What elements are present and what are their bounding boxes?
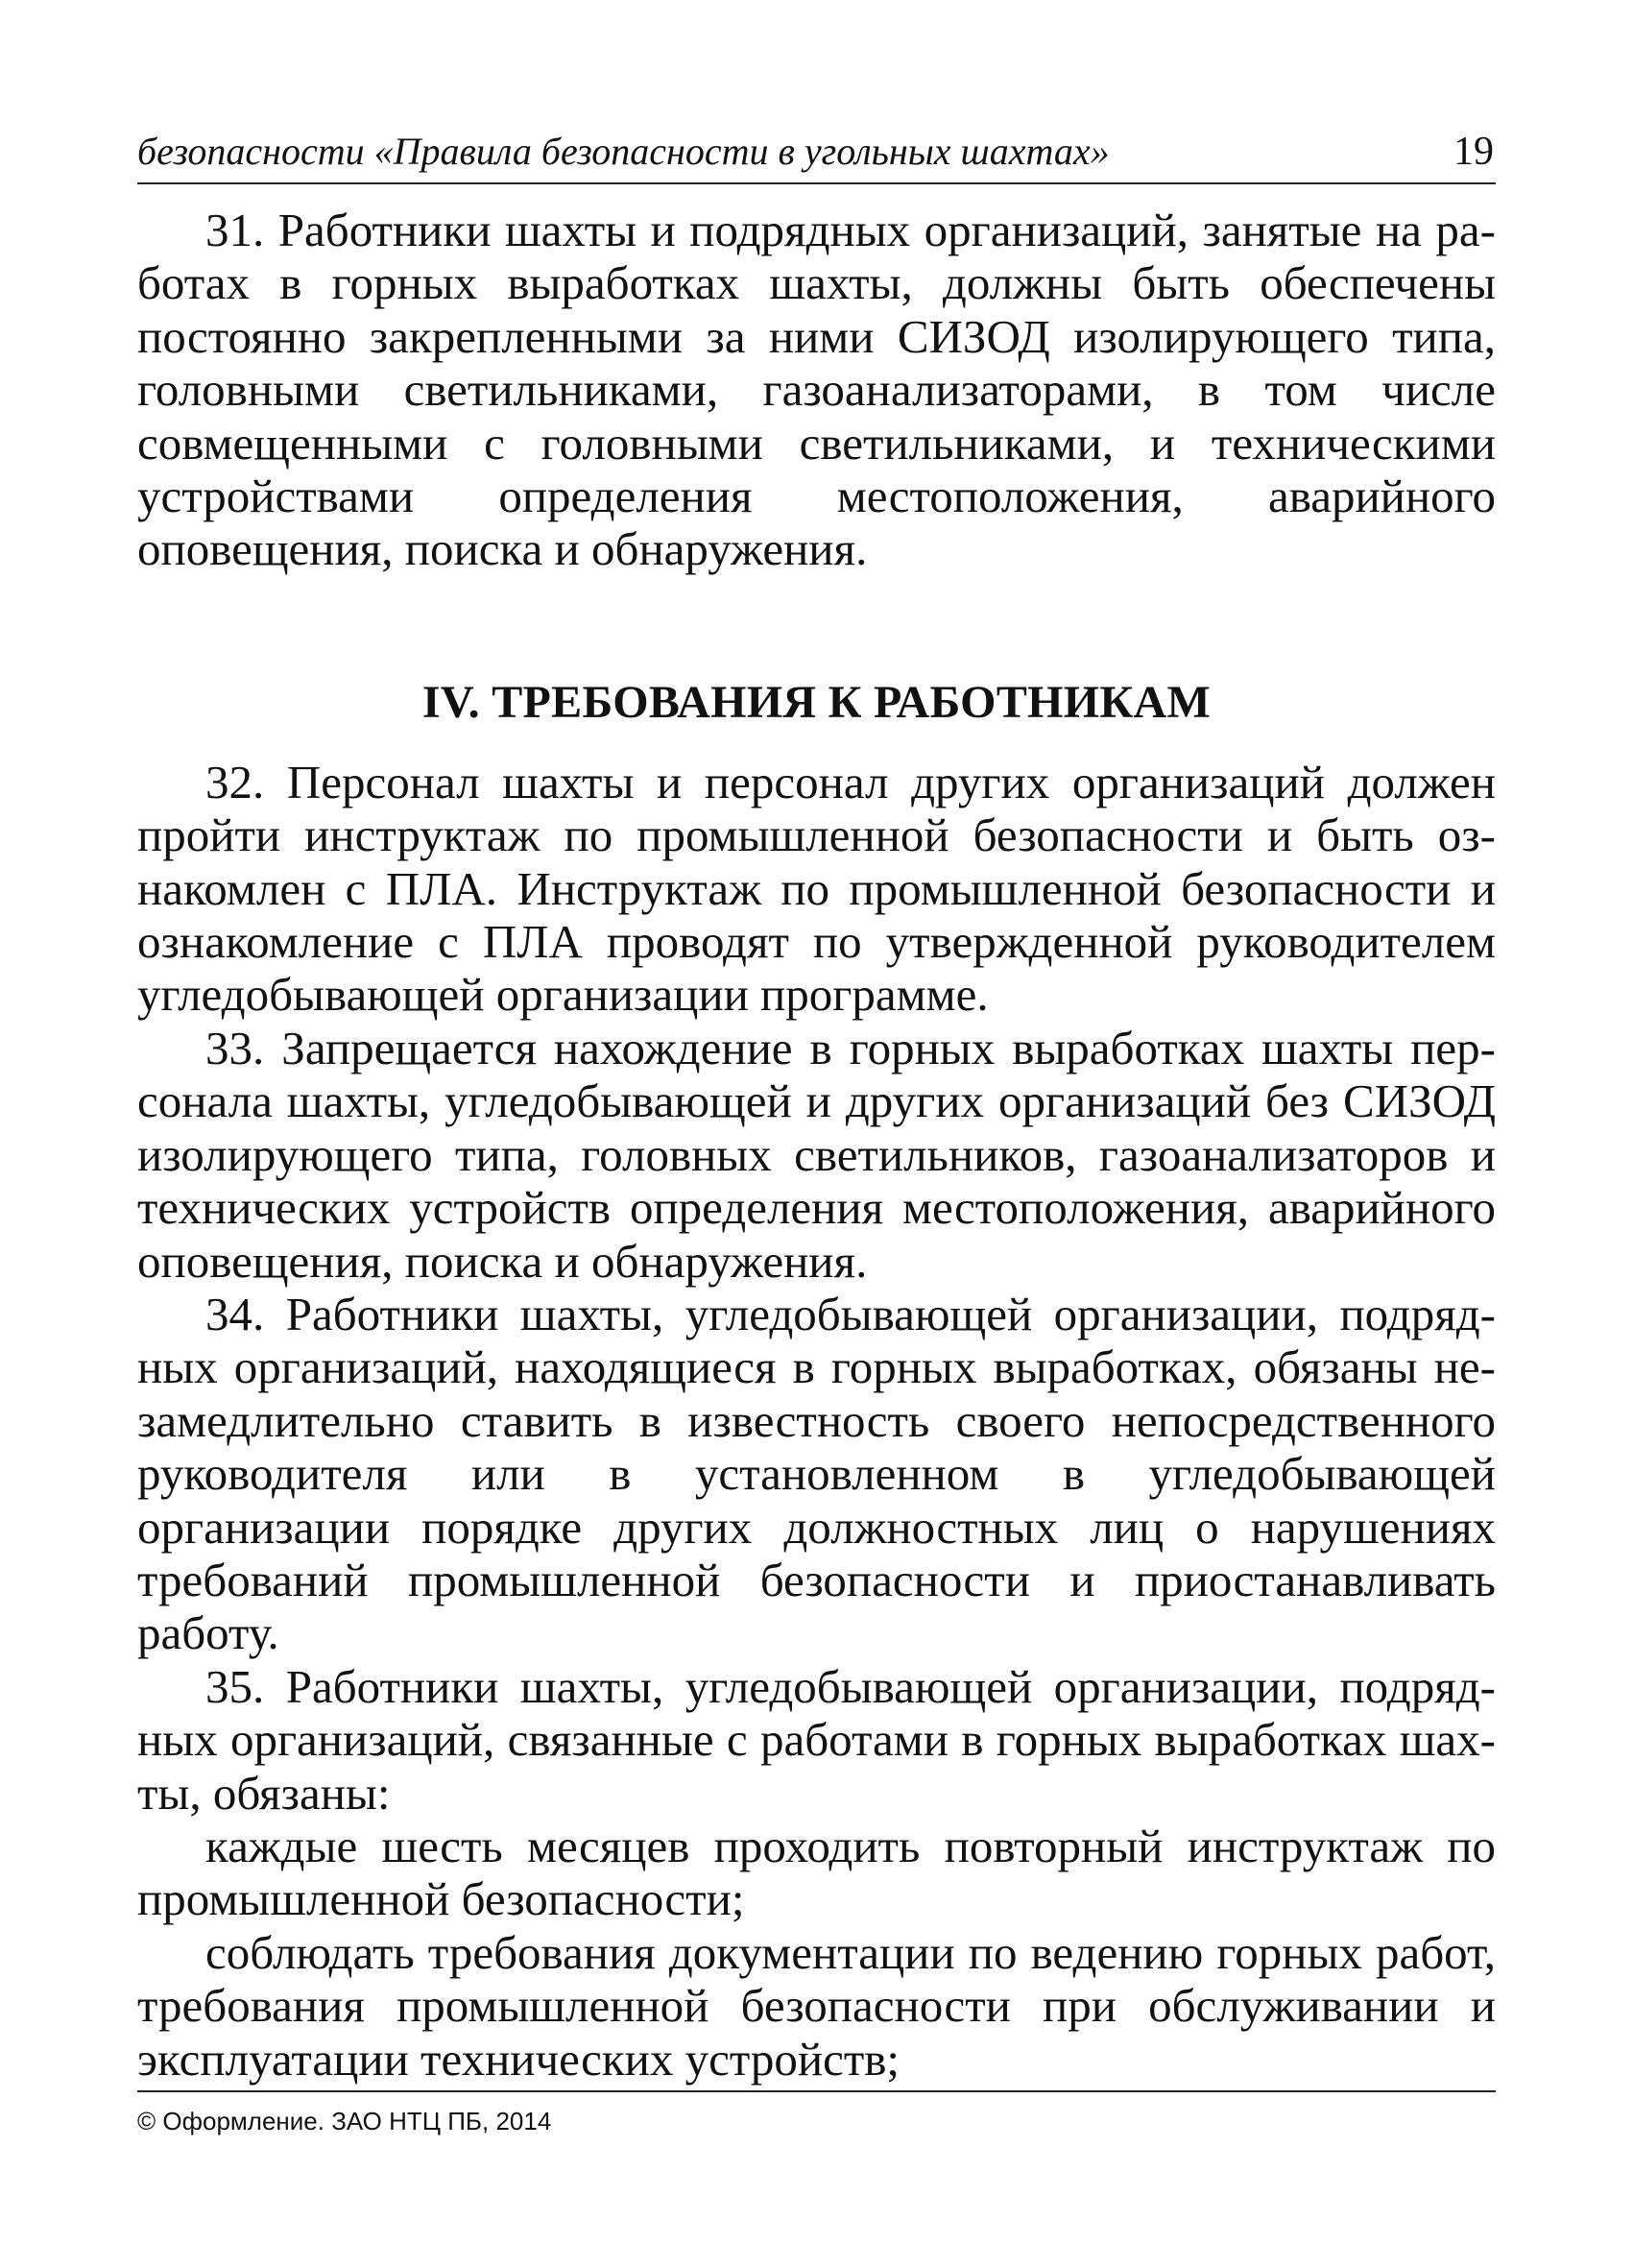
paragraph-35-item-1: каждые шесть месяцев проходить повторный инструктаж по промышленной безопасности; (137, 1819, 1496, 1926)
paragraph-32: 32. Персонал шахты и персонал других организаций должен пройти инструктаж по промышленной безопасности и быть ознакомлен с ПЛА. Инструктаж по промышленной безопасности и ознакомление с ПЛА проводят по утвержденной руководителем угледобывающей организации программе. (137, 755, 1496, 1022)
paragraph-35-item-2: соблюдать требования документации по ведению горных работ, требования промышленной безопасности при обслуживании и эксплуатации технических устройств; (137, 1925, 1496, 2086)
page-footer (137, 2090, 1496, 2136)
paragraph-35: 35. Работники шахты, угледобывающей организации, подрядных организаций, связанные с работами в горных выработках шахты, обязаны: (137, 1659, 1496, 1820)
section-heading: IV. ТРЕБОВАНИЯ К РАБОТНИКАМ (421, 676, 1212, 728)
running-title: безопасности «Правила безопасности в угольных шахтах» (137, 130, 1110, 173)
paragraph-34: 34. Работники шахты, угледобывающей организации, подрядных организаций, находящиеся в горных выработках, обязаны незамедлительно ставить в известность своего непосредственного руководителя или в установленном в угледобывающей организации порядке других должностных лиц о нарушениях требований промышленной безопасности и приостанавливать работу. (137, 1287, 1496, 1660)
copyright-notice: © Оформление. ЗАО НТЦ ПБ, 2014 (137, 2107, 552, 2135)
running-header (137, 123, 1496, 184)
paragraph-33: 33. Запрещается нахождение в горных выработках шахты персонала шахты, угледобывающей и других организаций без СИЗОД изолирующего типа, головных светильников, газоанализаторов и технических устройств определения местоположения, аварийного оповещения, поиска и обнаружения. (137, 1021, 1496, 1288)
paragraph-31: 31. Работники шахты и подрядных организаций, занятые на работах в горных выработках шахты, должны быть обеспечены постоянно закрепленными за ними СИЗОД изолирующего типа, головными светильниками, газоанализаторами, в том числе совмещенными с головными светильниками, и техническими устройствами определения местоположения, аварийного оповещения, поиска и обнаружения. (137, 204, 1496, 576)
page-number: 19 (1453, 130, 1494, 174)
page-body (137, 204, 1496, 2086)
